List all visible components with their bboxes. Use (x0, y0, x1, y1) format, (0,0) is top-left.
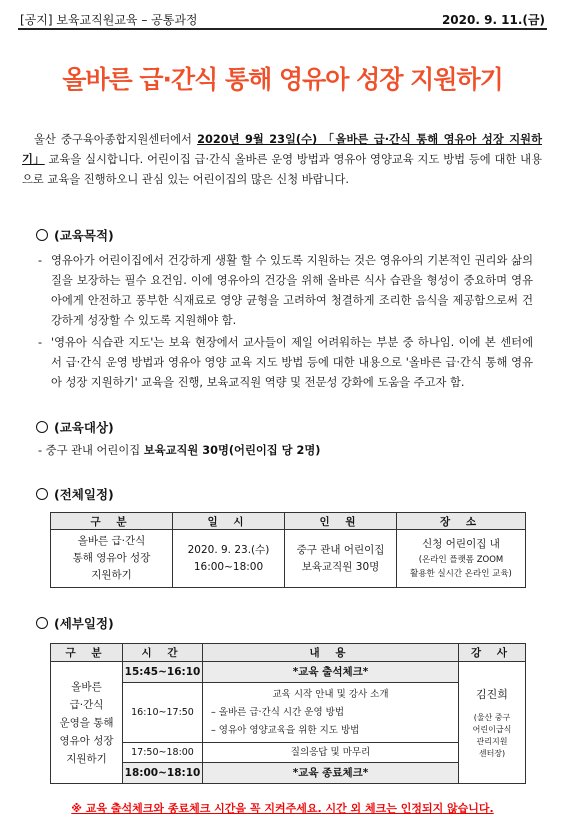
schedule-datetime: 2020. 9. 23.(수) 16:00~18:00 (173, 530, 285, 588)
notice-label: [공지] 보육교직원교육 – 공통과정 (20, 13, 198, 27)
notice-header (18, 8, 547, 30)
schedule-place: 신청 어린이집 내 (온라인 플랫폼 ZOOM 활용한 실시간 온라인 교육) (397, 530, 526, 588)
section-schedule (36, 485, 114, 503)
schedule-category: 올바른 급·간식 통해 영유아 성장 지원하기 (51, 530, 173, 588)
section-purpose (36, 226, 114, 244)
detail-category: 올바른 급·간식 운영을 통해 영유아 성장 지원하기 (51, 662, 123, 784)
intro-paragraph (22, 130, 542, 190)
target-bold: 보육교직원 30명(어린이집 당 2명) (143, 444, 321, 457)
schedule-header-place: 장 소 (397, 513, 526, 530)
circle-bullet-icon (36, 617, 48, 629)
dash-marker: - (38, 336, 43, 349)
purpose-item-2 (38, 333, 533, 393)
detail-time-3: 17:50~18:00 (123, 743, 203, 763)
table-row (51, 662, 526, 683)
detail-content-1: *교육 출석체크* (203, 662, 459, 683)
circle-bullet-icon (36, 488, 48, 500)
circle-bullet-icon (36, 421, 48, 433)
section-target (36, 418, 114, 436)
section-detail (36, 614, 114, 632)
intro-text-1: 울산 중구육아종합지원센터에서 (34, 133, 198, 146)
attendance-note: ※ 교육 출석체크와 종료체크 시간을 꼭 지켜주세요. 시간 외 체크는 인정되지 않습니다. (71, 802, 494, 815)
page-title: 올바른 급·간식 통해 영유아 성장 지원하기 (62, 65, 503, 94)
detail-table (50, 643, 526, 784)
schedule-people: 중구 관내 어린이집 보육교직원 30명 (285, 530, 397, 588)
section-target-label: (교육대상) (54, 420, 114, 435)
purpose-item-1 (38, 251, 533, 331)
detail-time-4: 18:00~18:10 (123, 763, 203, 784)
detail-time-1: 15:45~16:10 (123, 662, 203, 683)
purpose-text-1: 영유아가 어린이집에서 건강하게 생활 할 수 있도록 지원하는 것은 영유아의 기본적인 권리와 삶의 질을 보장하는 필수 요건임. 이에 영유아의 건강을 위해 올바른 식사 습관을 형성이 중요하며 영유아에게 안전하고 풍부한 식재료로 영양 균형을 고려하여 청결하게 조리한 음식을 제공함으로써 건강하게 성장할 수 있도록 지원해야 함. (51, 254, 533, 327)
detail-instructor: 김진희 (울산 중구 어린이급식 관리지원 센터장) (459, 662, 526, 784)
schedule-table (50, 512, 526, 588)
table-row (51, 763, 526, 784)
dash-marker: - (38, 254, 43, 267)
section-purpose-label: (교육목적) (54, 228, 114, 243)
detail-header-time: 시 간 (123, 644, 203, 662)
section-schedule-label: (전체일정) (54, 487, 114, 502)
target-line (38, 442, 320, 458)
intro-emphasis: 2020년 9월 23일(수) 「올바른 급·간식 통해 영유아 성장 지원하기」 (22, 133, 542, 166)
schedule-header-category: 구 분 (51, 513, 173, 530)
detail-content-4: *교육 종료체크* (203, 763, 459, 784)
detail-header-instructor: 강 사 (459, 644, 526, 662)
table-row (51, 530, 526, 588)
detail-time-2: 16:10~17:50 (123, 683, 203, 743)
table-row (51, 683, 526, 743)
notice-date: 2020. 9. 11.(금) (441, 13, 545, 27)
intro-text-2: 교육을 실시합니다. 어린이집 급·간식 올바른 운영 방법과 영유아 영양교육 지도 방법 등에 대한 내용으로 교육을 진행하오니 관심 있는 어린이집의 많은 신청 바랍니다. (22, 153, 542, 186)
purpose-text-2: '영유아 식습관 지도'는 보육 현장에서 교사들이 제일 어려워하는 부분 중 하나임. 이에 본 센터에서 급·간식 운영 방법과 영유아 영양 교육 지도 방법 등에 대한 내용으로 '올바른 급·간식 통해 영유아 성장 지원하기' 교육을 진행, 보육교직원 역량 및 전문성 강화에 도움을 주고자 함. (51, 336, 533, 389)
target-prefix: - 중구 관내 어린이집 (38, 444, 144, 457)
schedule-header-datetime: 일 시 (173, 513, 285, 530)
detail-content-3: 질의응답 및 마무리 (203, 743, 459, 763)
detail-header-category: 구 분 (51, 644, 123, 662)
circle-bullet-icon (36, 229, 48, 241)
table-row (51, 743, 526, 763)
section-detail-label: (세부일정) (54, 616, 114, 631)
detail-content-2: 교육 시작 안내 및 강사 소개 – 올바른 급·간식 시간 운영 방법 – 영유아 영양교육을 위한 지도 방법 (203, 683, 459, 743)
schedule-header-people: 인 원 (285, 513, 397, 530)
detail-header-content: 내 용 (203, 644, 459, 662)
